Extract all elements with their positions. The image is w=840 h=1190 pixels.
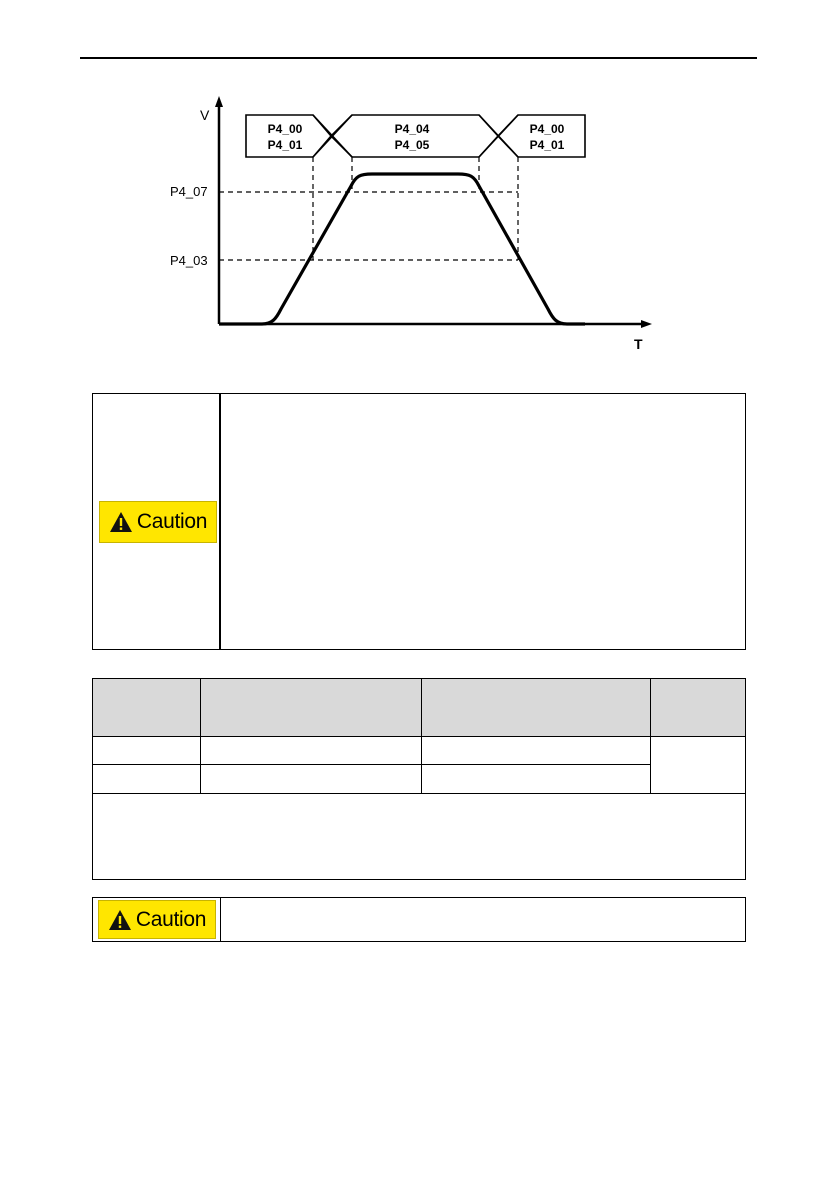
axis-v-label: V xyxy=(200,107,210,123)
box-right-line2: P4_01 xyxy=(529,138,565,152)
axis-t-label: T xyxy=(634,336,643,352)
caution-badge-1 xyxy=(99,501,217,543)
level-high-label: P4_07 xyxy=(170,184,208,199)
speed-profile-figure xyxy=(0,0,840,380)
caution-box-2 xyxy=(92,897,746,942)
box-middle-line2: P4_05 xyxy=(394,138,430,152)
parameter-table xyxy=(92,678,746,880)
reference-lines xyxy=(219,157,518,260)
warning-icon xyxy=(108,909,132,931)
table-header-row xyxy=(93,679,745,736)
caution-label-1: Caution xyxy=(136,510,208,533)
box-right-line1: P4_00 xyxy=(529,122,565,136)
caution-label-2: Caution xyxy=(135,907,207,931)
box-middle-line1: P4_04 xyxy=(394,122,430,136)
caution-badge-2 xyxy=(98,900,216,939)
caution-box-1-divider xyxy=(219,394,221,649)
caution-box-1 xyxy=(92,393,746,650)
box-left-line1: P4_00 xyxy=(267,122,303,136)
t-axis-arrow xyxy=(641,320,652,328)
box-left-line2: P4_01 xyxy=(267,138,303,152)
warning-icon xyxy=(109,511,133,533)
speed-curve xyxy=(219,174,585,324)
v-axis-arrow xyxy=(215,96,223,107)
caution-box-2-divider xyxy=(220,898,221,941)
level-low-label: P4_03 xyxy=(170,253,208,268)
